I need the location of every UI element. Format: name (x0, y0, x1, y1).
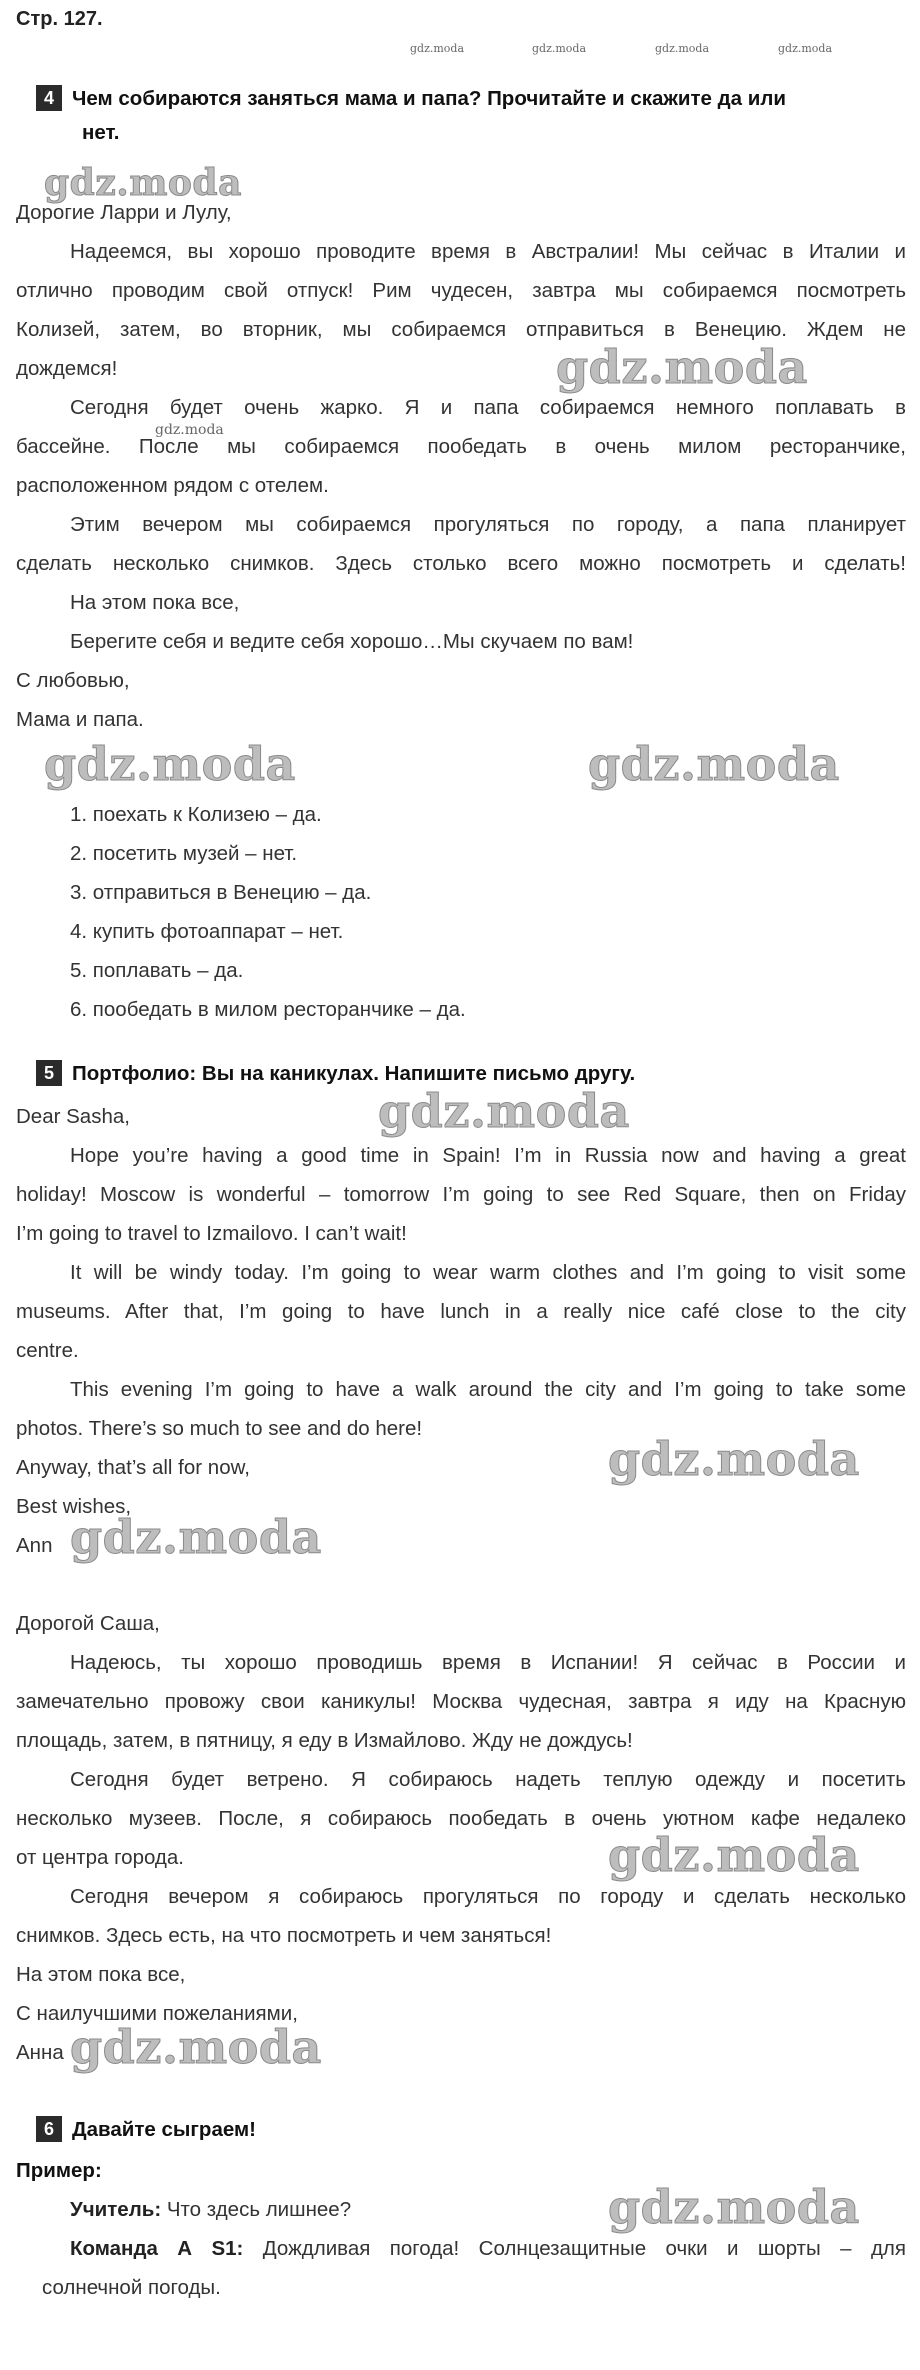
teacher-text: Что здесь лишнее? (161, 2198, 352, 2221)
task-title: Давайте сыграем! (72, 2118, 256, 2141)
letter-line: This evening I’m going to have a walk around the city and I’m going to take some (70, 1378, 906, 1401)
letter-line: Сегодня будет очень жарко. Я и папа собираемся немного поплавать в (70, 396, 906, 419)
answer-item: 2. посетить музей – нет. (70, 842, 298, 865)
task-title-continued: нет. (82, 121, 120, 144)
watermark: gdz.moda (410, 42, 465, 55)
watermark: gdz.moda (655, 42, 710, 55)
watermark: gdz.moda (556, 340, 808, 394)
watermark: gdz.moda (44, 737, 296, 791)
letter-line: Anyway, that’s all for now, (16, 1456, 250, 1479)
letter-line: Мама и папа. (16, 708, 144, 731)
answer-item: 3. отправиться в Венецию – да. (70, 881, 372, 904)
answer-item: 1. поехать к Колизею – да. (70, 803, 322, 826)
letter-line: расположенном рядом с отелем. (16, 474, 329, 497)
letter-line: Берегите себя и ведите себя хорошо…Мы скучаем по вам! (70, 630, 634, 653)
watermark: gdz.moda (532, 42, 587, 55)
letter-line: I’m going to travel to Izmailovo. I can’t wait! (16, 1222, 407, 1245)
letter-line: отлично проводим свой отпуск! Рим чудесен, завтра мы собираемся посмотреть (16, 279, 906, 302)
watermark: gdz.moda (608, 1432, 860, 1486)
letter-line: Dear Sasha, (16, 1105, 130, 1128)
team-line (70, 2236, 906, 2262)
team-line-continued: солнечной погоды. (42, 2276, 221, 2299)
letter-line: centre. (16, 1339, 79, 1362)
team-label: Команда А S1: (70, 2237, 244, 2260)
watermark: gdz.moda (608, 2180, 860, 2234)
letter-line: Колизей, затем, во вторник, мы собираемся отправиться в Венецию. Ждем не (16, 318, 906, 341)
task-title: Портфолио: Вы на каникулах. Напишите письмо другу. (72, 1062, 636, 1085)
teacher-label: Учитель: (70, 2198, 162, 2221)
watermark: gdz.moda (44, 162, 242, 204)
task-6-heading (36, 2113, 256, 2147)
letter-line: снимков. Здесь есть, на что посмотреть и чем заняться! (16, 1924, 552, 1947)
task-number: 4 (36, 85, 62, 111)
letter-line: Hope you’re having a good time in Spain! I’m in Russia now and having a great (70, 1144, 906, 1167)
task-4-heading (36, 82, 786, 116)
letter-line: museums. After that, I’m going to have lunch in a really nice café close to the city (16, 1300, 906, 1323)
example-label: Пример: (16, 2159, 102, 2182)
watermark: gdz.moda (608, 1828, 860, 1882)
letter-line: Надеюсь, ты хорошо проводишь время в Испании! Я сейчас в России и (70, 1651, 906, 1674)
letter-line: от центра города. (16, 1846, 184, 1869)
answer-item: 5. поплавать – да. (70, 959, 244, 982)
letter-line: Сегодня вечером я собираюсь прогуляться по городу и сделать несколько (70, 1885, 906, 1908)
letter-line: photos. There’s so much to see and do here! (16, 1417, 423, 1440)
letter-line: С любовью, (16, 669, 130, 692)
task-number: 5 (36, 1060, 62, 1086)
watermark: gdz.moda (155, 422, 224, 438)
letter-line: бассейне. После мы собираемся пообедать в очень милом ресторанчике, (16, 435, 906, 458)
letter-line: holiday! Moscow is wonderful – tomorrow I’m going to see Red Square, then on Friday (16, 1183, 906, 1206)
letter-line: На этом пока все, (70, 591, 240, 614)
letter-line: Сегодня будет ветрено. Я собираюсь надеть теплую одежду и посетить (70, 1768, 906, 1791)
letter-line: На этом пока все, (16, 1963, 186, 1986)
letter-line: сделать несколько снимков. Здесь столько всего можно посмотреть и сделать! (16, 552, 906, 575)
letter-line: Анна (16, 2041, 64, 2064)
watermark: gdz.moda (778, 42, 833, 55)
answer-item: 4. купить фотоаппарат – нет. (70, 920, 344, 943)
letter-line: Дорогие Ларри и Лулу, (16, 201, 232, 224)
task-number: 6 (36, 2116, 62, 2142)
letter-line: дождемся! (16, 357, 118, 380)
answer-item: 6. пообедать в милом ресторанчике – да. (70, 998, 466, 1021)
page-number: Стр. 127. (16, 8, 103, 30)
letter-line: Дорогой Саша, (16, 1612, 160, 1635)
letter-line: площадь, затем, в пятницу, я еду в Измайлово. Жду не дождусь! (16, 1729, 633, 1752)
watermark: gdz.moda (70, 2020, 322, 2074)
watermark: gdz.moda (378, 1084, 630, 1138)
letter-line: С наилучшими пожеланиями, (16, 2002, 298, 2025)
watermark: gdz.moda (588, 737, 840, 791)
letter-line: несколько музеев. После, я собираюсь пообедать в очень уютном кафе недалеко (16, 1807, 906, 1830)
letter-line: замечательно провожу свои каникулы! Москва чудесная, завтра я иду на Красную (16, 1690, 906, 1713)
letter-line: Надеемся, вы хорошо проводите время в Австралии! Мы сейчас в Италии и (70, 240, 906, 263)
letter-line: It will be windy today. I’m going to wear warm clothes and I’m going to visit some (70, 1261, 906, 1284)
watermark: gdz.moda (70, 1510, 322, 1564)
letter-line: Этим вечером мы собираемся прогуляться по городу, а папа планирует (70, 513, 906, 536)
team-text: Дождливая погода! Солнцезащитные очки и шорты – для (243, 2237, 906, 2260)
letter-line: Ann (16, 1534, 53, 1557)
task-title: Чем собираются заняться мама и папа? Прочитайте и скажите да или (72, 87, 786, 110)
letter-line: Best wishes, (16, 1495, 132, 1518)
